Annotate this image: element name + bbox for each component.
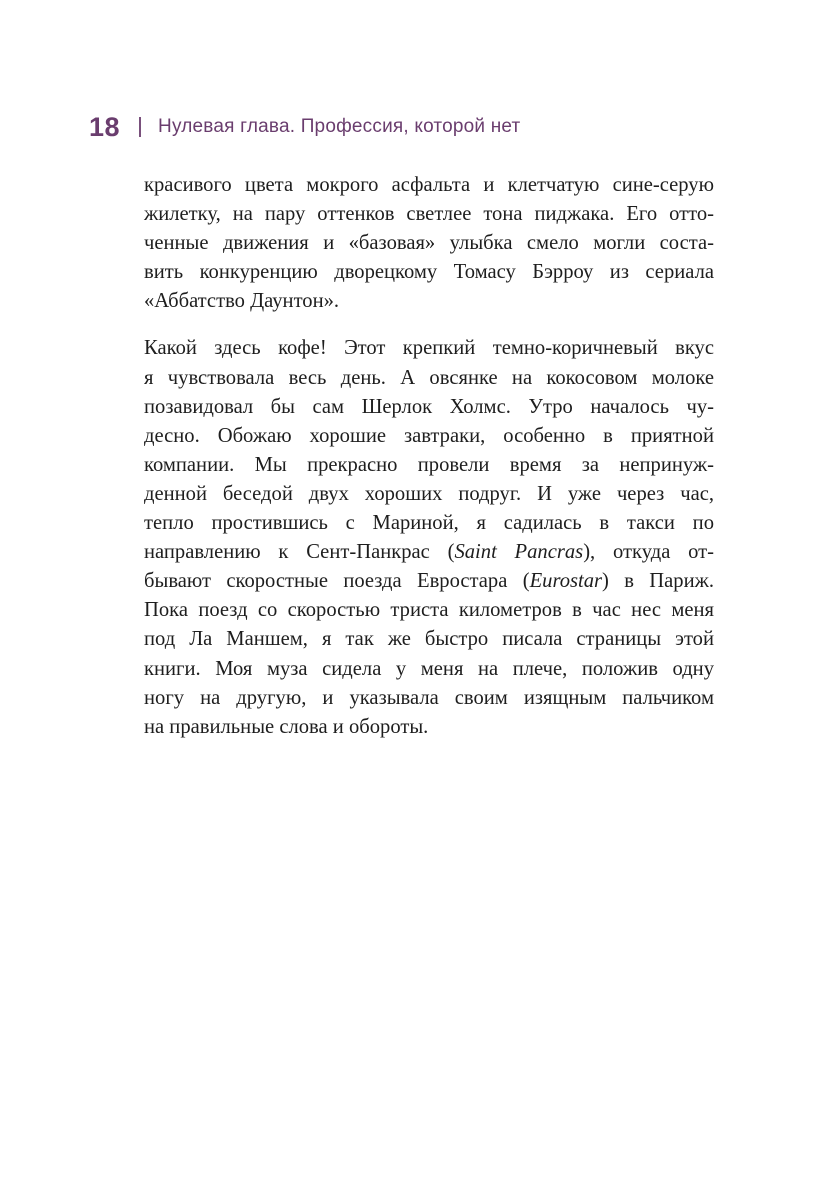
text-line — [144, 393, 714, 422]
header-divider — [139, 117, 141, 137]
text-line — [144, 451, 714, 480]
text-segment: тепло простившись с Мариной, я садилась в такси по — [144, 512, 714, 535]
text-segment: ) в Париж. — [602, 570, 714, 593]
text-line — [144, 713, 714, 742]
chapter-title: Нулевая глава. Профессия, которой нет — [158, 116, 521, 137]
text-segment: бывают скоростные поезда Евростара ( — [144, 570, 530, 593]
text-line — [144, 625, 714, 654]
text-segment: на правильные слова и обороты. — [144, 715, 429, 738]
text-segment: вить конкуренцию дворецкому Томасу Бэрроу из сериала — [144, 261, 714, 284]
paragraph — [144, 171, 714, 316]
text-line — [144, 509, 714, 538]
text-line — [144, 200, 714, 229]
text-segment: денной беседой двух хороших подруг. И уже через час, — [144, 482, 714, 505]
body-text — [144, 171, 714, 742]
text-line — [144, 596, 714, 625]
text-line — [144, 171, 714, 200]
text-line — [144, 422, 714, 451]
paragraph-gap — [144, 316, 714, 334]
italic-segment: Eurostar — [529, 570, 603, 593]
text-segment: ), откуда от- — [583, 541, 714, 564]
text-line — [144, 229, 714, 258]
text-line — [144, 684, 714, 713]
text-segment: Какой здесь кофе! Этот крепкий темно-коричневый вкус — [144, 337, 714, 360]
text-segment: под Ла Маншем, я так же быстро писала страницы этой — [144, 628, 714, 651]
text-segment: жилетку, на пару оттенков светлее тона пиджака. Его отто- — [144, 203, 714, 226]
text-segment: книги. Моя муза сидела у меня на плече, положив одну — [144, 657, 714, 680]
text-segment: компании. Мы прекрасно провели время за непринуж- — [144, 453, 714, 476]
text-line — [144, 567, 714, 596]
text-line — [144, 538, 714, 567]
text-line — [144, 364, 714, 393]
text-line — [144, 258, 714, 287]
text-segment: направлению к Сент-Панкрас ( — [144, 541, 455, 564]
text-line — [144, 655, 714, 684]
italic-segment: Saint Pancras — [454, 541, 584, 564]
text-segment: красивого цвета мокрого асфальта и клетчатую сине-серую — [144, 174, 714, 196]
paragraph — [144, 334, 714, 741]
text-line — [144, 334, 714, 363]
text-segment: Пока поезд со скоростью триста километров в час нес меня — [144, 599, 714, 622]
text-segment: «Аббатство Даунтон». — [144, 290, 340, 313]
text-segment: десно. Обожаю хорошие завтраки, особенно в приятной — [144, 424, 714, 447]
text-segment: я чувствовала весь день. А овсянке на кокосовом молоке — [144, 366, 714, 389]
text-line — [144, 480, 714, 509]
text-line — [144, 287, 714, 316]
text-segment: ченные движения и «базовая» улыбка смело могли соста- — [144, 232, 714, 255]
page-number: 18 — [89, 112, 121, 142]
text-segment: ногу на другую, и указывала своим изящным пальчиком — [144, 686, 714, 709]
text-segment: позавидовал бы сам Шерлок Холмс. Утро началось чу- — [144, 395, 714, 418]
running-head — [89, 109, 520, 145]
